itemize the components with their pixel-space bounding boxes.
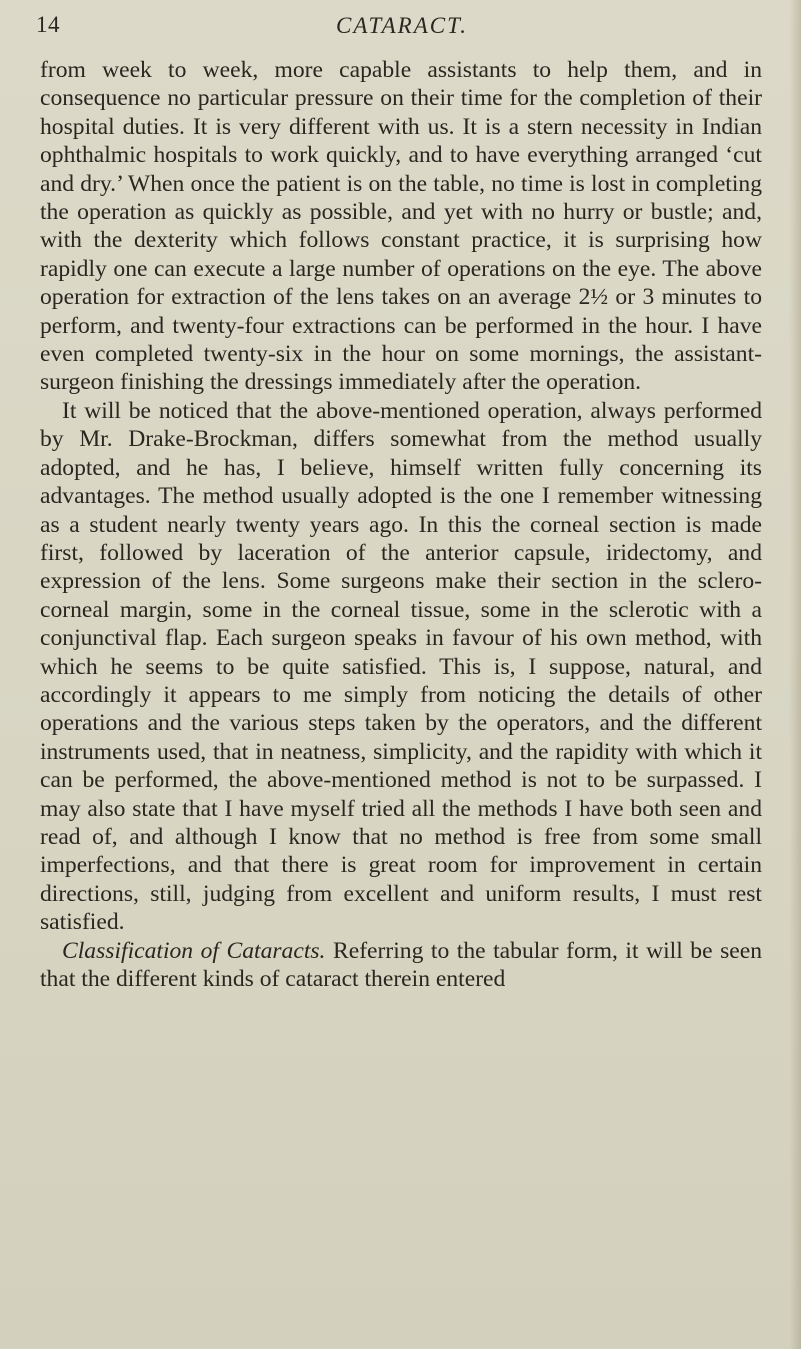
- paragraph-3: [40, 937, 762, 994]
- paragraph-1: from week to week, more capable assistants to help them, and in consequence no particular pressure on their time for the completion of their hospital duties. It is very different with us. It is a stern necessity in Indian ophthalmic hospitals to work quickly, and to have everything arranged ‘cut and dry.’ When once the patient is on the table, no time is lost in completing the operation as quickly as possible, and yet with no hurry or bustle; and, with the dexterity which follows constant practice, it is surprising how rapidly one can execute a large number of operations on the eye. The above operation for extraction of the lens takes on an average 2½ or 3 minutes to perform, and twenty-four extractions can be performed in the hour. I have even completed twenty-six in the hour on some mornings, the assistant-surgeon finishing the dressings immediately after the operation.: [40, 57, 762, 396]
- paragraph-2: It will be noticed that the above-mentioned operation, always performed by Mr. Drake-Brockman, differs somewhat from the method usually adopted, and he has, I believe, himself written fully concerning its advantages. The method usually adopted is the one I remember witnessing as a student nearly twenty years ago. In this the corneal section is made first, followed by laceration of the anterior capsule, iridectomy, and expression of the lens. Some surgeons make their section in the sclero-corneal margin, some in the corneal tissue, some in the sclerotic with a conjunctival flap. Each surgeon speaks in favour of his own method, with which he seems to be quite satisfied. This is, I suppose, natural, and accordingly it appears to me simply from noticing the details of other operations and the various steps taken by the operators, and the different instruments used, that in neatness, simplicity, and the rapidity with which it can be performed, the above-mentioned method is not to be surpassed. I may also state that I have myself tried all the methods I have both seen and read of, and although I know that no method is free from some small imperfections, and that there is great room for improvement in certain directions, still, judging from excellent and uniform results, I must rest satisfied.: [40, 397, 762, 936]
- paragraph-3-text: Referring to the tabular form, it will be seen that the different kinds of cataract therein entered: [40, 937, 763, 992]
- body-text: [40, 56, 762, 993]
- running-title: CATARACT.: [336, 13, 468, 38]
- page-number: 14: [36, 12, 60, 37]
- section-heading-classification: Classification of Cataracts.: [62, 937, 326, 964]
- running-head: [36, 12, 766, 52]
- page-edge-shadow: [789, 0, 801, 1349]
